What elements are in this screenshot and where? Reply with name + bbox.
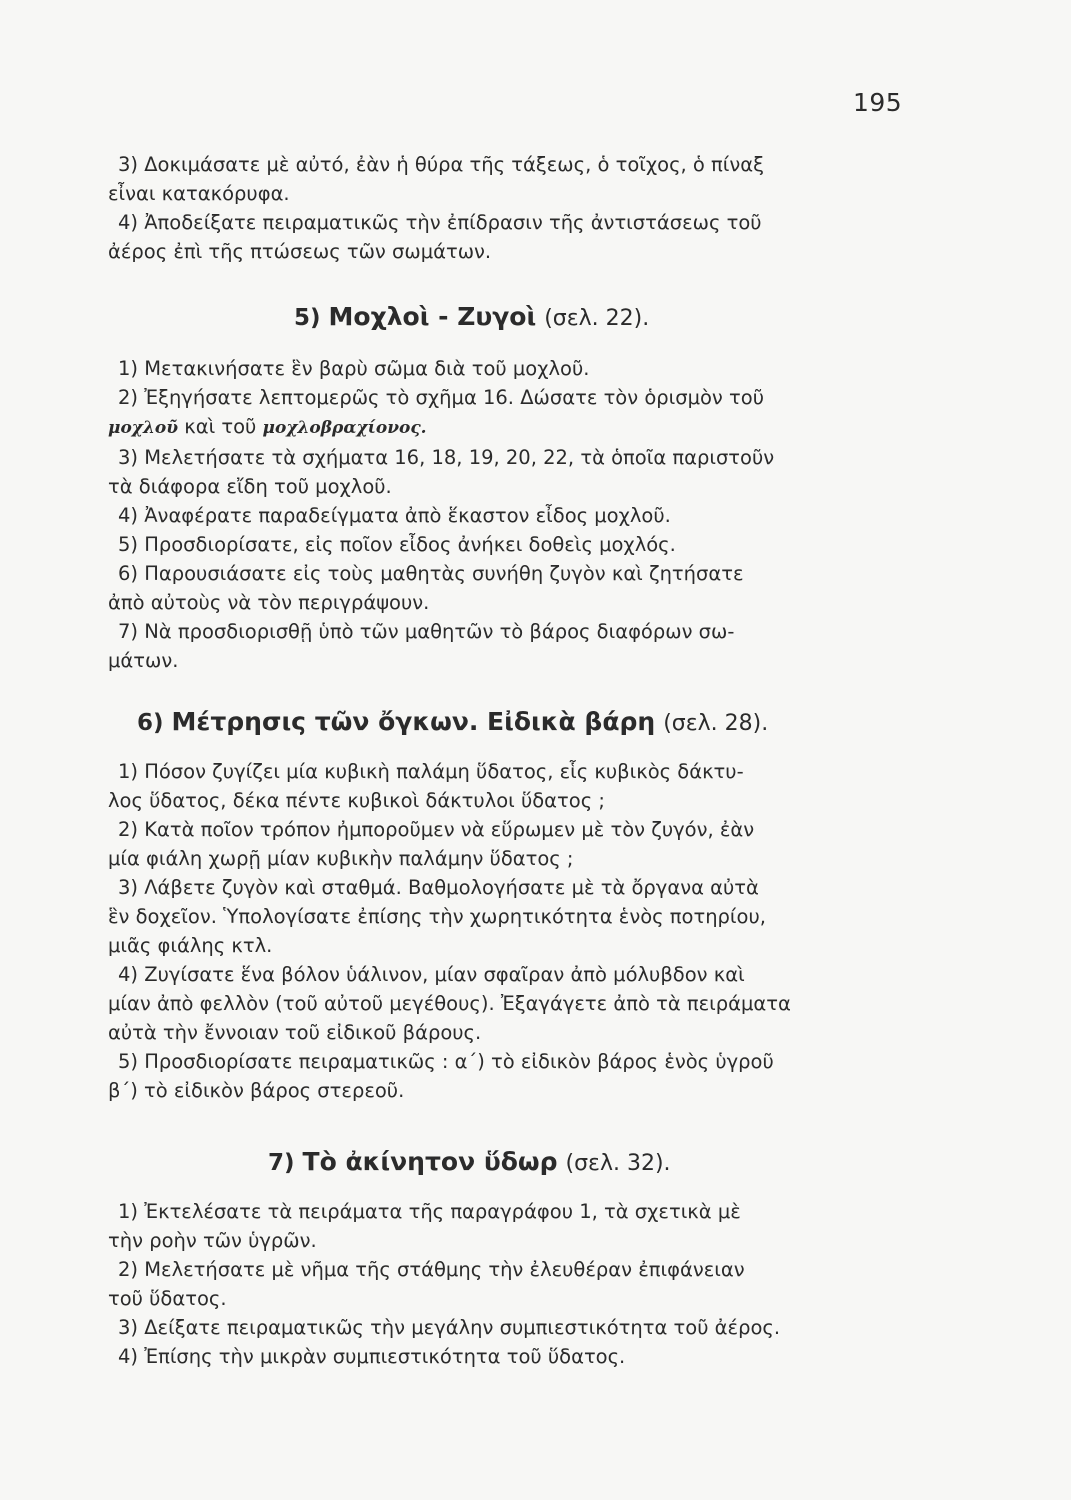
s6-q5-line2: β΄) τὸ εἰδικὸν βάρος στερεοῦ. [108, 1079, 405, 1102]
s6-q4-line3: αὐτὰ τὴν ἔννοιαν τοῦ εἰδικοῦ βάρους. [108, 1021, 482, 1044]
s6-q2-line2: μία φιάλη χωρῇ μίαν κυβικὴν παλάμην ὕδατος ; [108, 847, 574, 870]
s5-q7-line2: μάτων. [108, 649, 179, 672]
section-5-title: Μοχλοὶ - Ζυγοὶ [328, 302, 537, 331]
section-6-number: 6) [137, 710, 164, 736]
s6-q3-line2: ἓν δοχεῖον. Ὑπολογίσατε ἐπίσης τὴν χωρητικότητα ἑνὸς ποτηρίου, [108, 905, 766, 928]
s7-q1-line1: 1) Ἐκτελέσατε τὰ πειράματα τῆς παραγράφου 1, τὰ σχετικὰ μὲ [118, 1200, 741, 1223]
s5-q7-line1: 7) Νὰ προσδιορισθῇ ὑπὸ τῶν μαθητῶν τὸ βάρος διαφόρων σω- [118, 620, 735, 643]
s5-q1: 1) Μετακινήσατε ἓν βαρὺ σῶμα διὰ τοῦ μοχλοῦ. [118, 357, 590, 380]
s6-q4-line1: 4) Ζυγίσατε ἕνα βόλον ὑάλινον, μίαν σφαῖραν ἀπὸ μόλυβδον καὶ [118, 963, 745, 986]
section-7-ref: (σελ. 32). [565, 1151, 671, 1176]
s6-q2-line1: 2) Κατὰ ποῖον τρόπον ἠμποροῦμεν νὰ εὕρωμεν μὲ τὸν ζυγόν, ἐὰν [118, 818, 755, 841]
s6-q1-line1: 1) Πόσον ζυγίζει μία κυβικὴ παλάμη ὕδατος, εἷς κυβικὸς δάκτυ- [118, 760, 744, 783]
intro-q4-line1: 4) Ἀποδείξατε πειραματικῶς τὴν ἐπίδρασιν τῆς ἀντιστάσεως τοῦ [118, 211, 762, 234]
s7-q3: 3) Δείξατε πειραματικῶς τὴν μεγάλην συμπιεστικότητα τοῦ ἀέρος. [118, 1316, 781, 1339]
s6-q3-line3: μιᾶς φιάλης κτλ. [108, 934, 273, 957]
s6-q5-line1: 5) Προσδιορίσατε πειραματικῶς : α΄) τὸ εἰδικὸν βάρος ἑνὸς ὑγροῦ [118, 1050, 774, 1073]
s6-q3-line1: 3) Λάβετε ζυγὸν καὶ σταθμά. Βαθμολογήσατε μὲ τὰ ὄργανα αὐτὰ [118, 876, 759, 899]
section-5-ref: (σελ. 22). [544, 306, 650, 331]
section-7-number: 7) [268, 1150, 295, 1176]
intro-q3-line2: εἶναι κατακόρυφα. [108, 182, 290, 205]
s5-q3-line2: τὰ διάφορα εἴδη τοῦ μοχλοῦ. [108, 475, 392, 498]
section-7-heading [268, 1145, 903, 1181]
s5-q4: 4) Ἀναφέρατε παραδείγματα ἀπὸ ἕκαστον εἶδος μοχλοῦ. [118, 504, 671, 527]
s5-q5: 5) Προσδιορίσατε, εἰς ποῖον εἶδος ἀνήκει δοθεὶς μοχλός. [118, 533, 676, 556]
page-content [108, 150, 903, 1371]
s6-q4-line2: μίαν ἀπὸ φελλὸν (τοῦ αὐτοῦ μεγέθους). Ἐξαγάγετε ἀπὸ τὰ πειράματα [108, 992, 791, 1015]
s5-q2-line2 [108, 412, 903, 443]
intro-q3-line1: 3) Δοκιμάσατε μὲ αὐτό, ἐὰν ἡ θύρα τῆς τάξεως, ὁ τοῖχος, ὁ πίναξ [118, 153, 765, 176]
section-6-heading [137, 705, 903, 741]
s6-q1-line2: λος ὕδατος, δέκα πέντε κυβικοὶ δάκτυλοι ὕδατος ; [108, 789, 605, 812]
intro-q4-line2: ἀέρος ἐπὶ τῆς πτώσεως τῶν σωμάτων. [108, 240, 492, 263]
section-6-title: Μέτρησις τῶν ὄγκων. Εἰδικὰ βάρη [171, 707, 656, 736]
page-number: 195 [853, 88, 903, 117]
s7-q2-line1: 2) Μελετήσατε μὲ νῆμα τῆς στάθμης τὴν ἐλευθέραν ἐπιφάνειαν [118, 1258, 745, 1281]
s7-q2-line2: τοῦ ὕδατος. [108, 1287, 227, 1310]
s5-q2-mid: καὶ τοῦ [184, 415, 257, 438]
s7-q1-line2: τὴν ροὴν τῶν ὑγρῶν. [108, 1229, 317, 1252]
s7-q4: 4) Ἐπίσης τὴν μικρὰν συμπιεστικότητα τοῦ ὕδατος. [118, 1345, 626, 1368]
s5-q2-term-lever: μοχλοῦ [108, 418, 179, 438]
section-5-heading [294, 300, 903, 336]
section-5-number: 5) [294, 305, 321, 331]
section-6-ref: (σελ. 28). [663, 711, 769, 736]
section-7-title: Τὸ ἀκίνητον ὕδωρ [302, 1147, 558, 1176]
s5-q6-line1: 6) Παρουσιάσατε εἰς τοὺς μαθητὰς συνήθη ζυγὸν καὶ ζητήσατε [118, 562, 744, 585]
s5-q2-term-lever-arm: μοχλοβραχίονος. [262, 418, 427, 438]
s5-q6-line2: ἀπὸ αὐτοὺς νὰ τὸν περιγράψουν. [108, 591, 430, 614]
s5-q2-line1: 2) Ἐξηγήσατε λεπτομερῶς τὸ σχῆμα 16. Δώσατε τὸν ὁρισμὸν τοῦ [118, 386, 764, 409]
s5-q3-line1: 3) Μελετήσατε τὰ σχήματα 16, 18, 19, 20, 22, τὰ ὁποῖα παριστοῦν [118, 446, 775, 469]
